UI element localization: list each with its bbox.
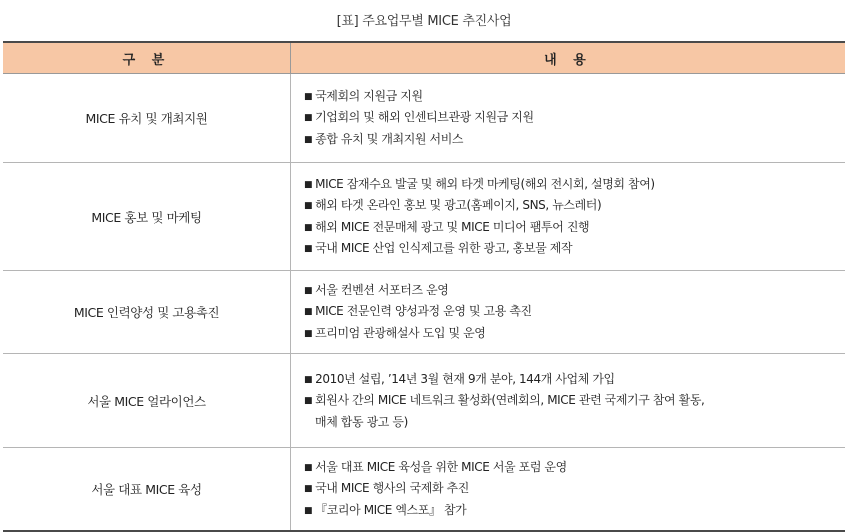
row-content (291, 271, 846, 354)
list-item (304, 107, 845, 129)
list-item (304, 500, 845, 522)
row-category: 서울 MICE 얼라이언스 (3, 354, 291, 448)
item-text: 서울 대표 MICE 육성을 위한 MICE 서울 포럼 운영 (315, 459, 567, 474)
item-text: 국제회의 지원금 지원 (315, 88, 423, 103)
square-bullet-icon: ■ (304, 484, 313, 495)
row-category: MICE 인력양성 및 고용촉진 (3, 271, 291, 354)
item-text: 국내 MICE 산업 인식제고를 위한 광고, 홍보물 제작 (315, 241, 573, 255)
list-item (304, 217, 845, 239)
row-category: MICE 홍보 및 마케팅 (3, 163, 291, 271)
square-bullet-icon: ■ (304, 179, 313, 190)
item-text: 기업회의 및 해외 인센티브관광 지원금 지원 (315, 110, 534, 125)
table-header-row (3, 42, 845, 74)
list-item (304, 86, 845, 108)
mice-projects-table (3, 41, 845, 532)
square-bullet-icon: ■ (304, 328, 313, 339)
list-item (304, 195, 845, 217)
list-item (304, 323, 845, 345)
square-bullet-icon: ■ (304, 201, 313, 211)
header-content: 내 용 (291, 42, 846, 74)
square-bullet-icon: ■ (304, 396, 313, 407)
list-item (304, 129, 845, 151)
list-item (304, 301, 845, 323)
item-text: 해외 타겟 온라인 홍보 및 광고(홈페이지, SNS, 뉴스레터) (315, 198, 602, 212)
item-text: 회원사 간의 MICE 네트워크 활성화(연례회의, MICE 관련 국제기구 참여 활동, (315, 393, 705, 408)
square-bullet-icon: ■ (304, 374, 313, 385)
item-text: MICE 전문인력 양성과정 운영 및 고용 촉진 (315, 304, 532, 319)
row-content (291, 354, 846, 448)
item-text: 국내 MICE 행사의 국제화 추진 (315, 481, 469, 496)
row-content (291, 74, 846, 163)
row-category: MICE 유치 및 개최지원 (3, 74, 291, 163)
table-row (3, 448, 845, 532)
list-item-continuation: 매체 합동 광고 등) (315, 414, 408, 429)
square-bullet-icon: ■ (304, 285, 313, 296)
list-item (304, 390, 845, 412)
square-bullet-icon: ■ (304, 505, 313, 516)
row-content (291, 448, 846, 532)
square-bullet-icon: ■ (304, 113, 313, 124)
square-bullet-icon: ■ (304, 462, 313, 473)
table-row (3, 271, 845, 354)
item-text: 종합 유치 및 개최지원 서비스 (315, 131, 464, 146)
item-text: 서울 컨벤션 서포터즈 운영 (315, 282, 449, 297)
table-row (3, 354, 845, 448)
list-item (304, 457, 845, 479)
list-item (304, 238, 845, 260)
list-item (304, 369, 845, 391)
list-item (304, 478, 845, 500)
item-text: 해외 MICE 전문매체 광고 및 MICE 미디어 팸투어 진행 (315, 219, 590, 234)
list-item (304, 280, 845, 302)
item-text: 프리미엄 관광해설사 도입 및 운영 (315, 325, 486, 340)
table-caption: [표] 주요업무별 MICE 추진사업 (336, 14, 512, 29)
square-bullet-icon: ■ (304, 244, 313, 254)
item-text: 『코리아 MICE 엑스포』 참가 (315, 502, 467, 517)
square-bullet-icon: ■ (304, 307, 313, 318)
square-bullet-icon: ■ (304, 222, 313, 233)
item-text: 2010년 설립, ’14년 3월 현재 9개 분야, 144개 사업체 가입 (315, 371, 615, 386)
square-bullet-icon: ■ (304, 134, 313, 145)
table-row (3, 163, 845, 271)
square-bullet-icon: ■ (304, 91, 313, 102)
header-category: 구 분 (3, 42, 291, 74)
item-text: MICE 잠재수요 발굴 및 해외 타겟 마케팅(해외 전시회, 설명회 참여) (315, 176, 655, 191)
row-content (291, 163, 846, 271)
row-category: 서울 대표 MICE 육성 (3, 448, 291, 532)
list-item (304, 174, 845, 196)
table-row (3, 74, 845, 163)
